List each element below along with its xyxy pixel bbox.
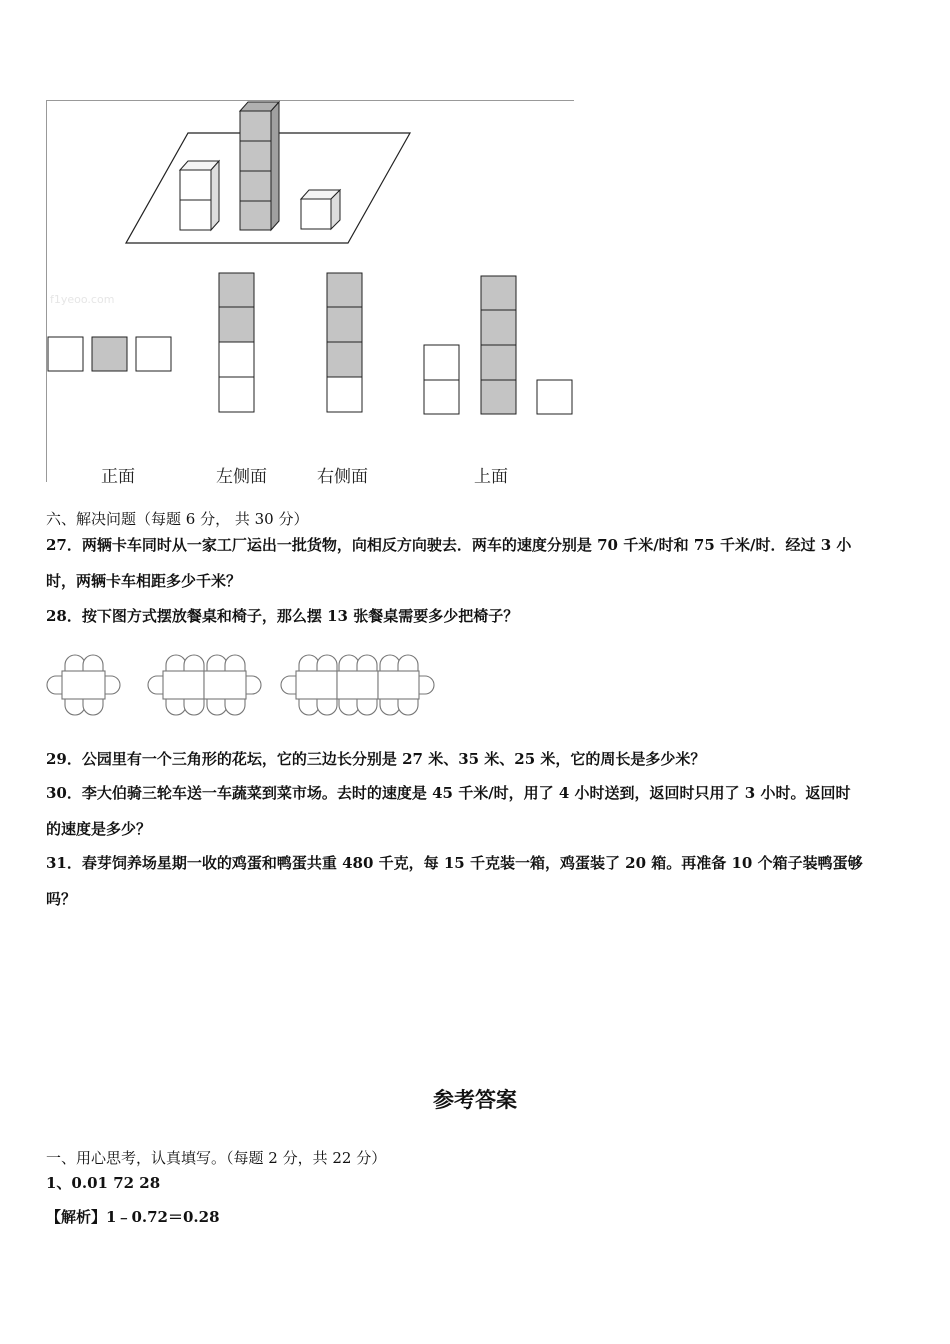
left-cube-stack: [180, 161, 219, 230]
arrangement-three-tables: [281, 655, 434, 715]
top-view: [424, 276, 572, 414]
answers-title: 参考答案: [433, 1088, 517, 1112]
watermark-text: f1yeoo.com: [50, 293, 115, 306]
top-view-label: 上面: [474, 467, 508, 487]
left-side-view-label: 左侧面: [216, 467, 267, 487]
front-view: [48, 337, 171, 371]
arrangement-one-table: [47, 655, 120, 715]
front-view-label: 正面: [101, 467, 135, 487]
answer-1: 1、0.01 72 28: [46, 1174, 161, 1192]
question-28: 28．按下图方式摆放餐桌和椅子，那么摆 13 张餐桌需要多少把椅子？: [46, 607, 519, 625]
question-31-line-2: 吗？: [46, 890, 77, 908]
answers-section-1-heading: 一、用心思考，认真填写。（每题 2 分，共 22 分）: [46, 1149, 387, 1167]
question-30-line-1: 30．李大伯骑三轮车送一车蔬菜到菜市场。去时的速度是 45 千米/时，用了 4 小时送到，返回时只用了 3 小时。返回时: [46, 784, 851, 802]
question-27-line-2: 时，两辆卡车相距多少千米？: [46, 572, 242, 590]
tables-svg: [46, 654, 446, 716]
question-31-line-1: 31．春芽饲养场星期一收的鸡蛋和鸭蛋共重 480 千克，每 15 千克装一箱，鸡蛋装了 20 箱。再准备 10 个箱子装鸭蛋够: [46, 854, 863, 872]
tables-chairs-diagram: [46, 654, 446, 720]
right-side-view-label: 右侧面: [317, 467, 368, 487]
answer-1-analysis: 【解析】1﹣0.72＝0.28: [46, 1208, 220, 1226]
cube-figure-svg: [46, 100, 574, 482]
arrangement-two-tables: [148, 655, 261, 715]
question-29: 29．公园里有一个三角形的花坛，它的三边长分别是 27 米、35 米、25 米，它的周长是多少米？: [46, 750, 706, 768]
right-side-view: [327, 273, 362, 412]
middle-cube-stack: [240, 102, 279, 230]
question-30-line-2: 的速度是多少？: [46, 820, 152, 838]
section-6-heading: 六、解决问题（每题 6 分， 共 30 分）: [46, 510, 309, 528]
cube-views-figure: [46, 100, 574, 482]
right-cube-stack: [301, 190, 340, 229]
left-side-view: [219, 273, 254, 412]
question-27-line-1: 27．两辆卡车同时从一家工厂运出一批货物，向相反方向驶去．两车的速度分别是 70 千米/时和 75 千米/时．经过 3 小: [46, 536, 852, 554]
